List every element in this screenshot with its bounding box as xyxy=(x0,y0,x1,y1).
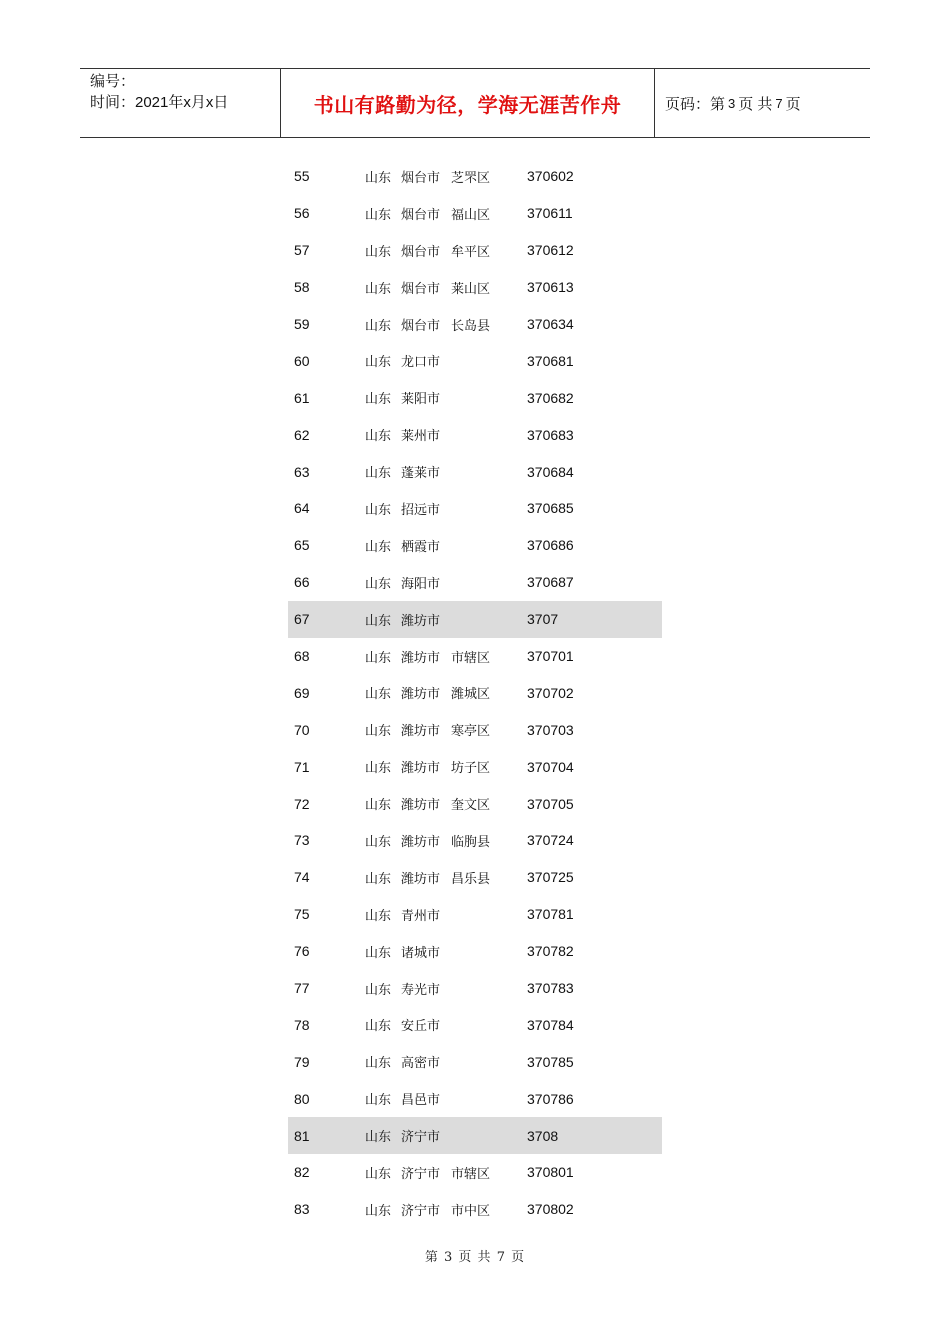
table-row xyxy=(288,711,662,748)
code-cell: 370612 xyxy=(527,242,574,259)
table-row xyxy=(288,822,662,859)
row-number: 63 xyxy=(294,463,310,480)
code-cell: 370682 xyxy=(527,389,574,406)
province-cell: 山东 xyxy=(365,1056,392,1072)
code-cell: 370784 xyxy=(527,1016,574,1033)
province-cell: 山东 xyxy=(365,539,392,555)
code-cell: 370786 xyxy=(527,1090,574,1107)
province-cell: 山东 xyxy=(365,170,392,186)
district-cell: 芝罘区 xyxy=(451,170,491,186)
code-cell: 370802 xyxy=(527,1201,574,1218)
province-cell: 山东 xyxy=(365,945,392,961)
city-cell: 潍坊市 xyxy=(401,871,441,887)
table-row xyxy=(288,638,662,675)
province-cell: 山东 xyxy=(365,466,392,482)
row-number: 55 xyxy=(294,168,310,185)
city-cell: 龙口市 xyxy=(401,355,441,371)
header-motto: 书山有路勤为径，学海无涯苦作舟 xyxy=(281,69,655,137)
province-cell: 山东 xyxy=(365,1019,392,1035)
province-cell: 山东 xyxy=(365,1166,392,1182)
code-cell: 370782 xyxy=(527,943,574,960)
table-row xyxy=(288,527,662,564)
city-cell: 潍坊市 xyxy=(401,761,441,777)
table-row xyxy=(288,158,662,195)
row-number: 76 xyxy=(294,943,310,960)
table-row xyxy=(288,564,662,601)
row-number: 79 xyxy=(294,1053,310,1070)
row-number: 83 xyxy=(294,1201,310,1218)
page-suffix: 页 xyxy=(785,95,801,113)
table-row xyxy=(288,195,662,232)
table-row xyxy=(288,970,662,1007)
table-row xyxy=(288,269,662,306)
number-label: 编号： xyxy=(90,73,136,90)
code-cell: 370685 xyxy=(527,500,574,517)
row-number: 62 xyxy=(294,426,310,443)
city-cell: 潍坊市 xyxy=(401,613,441,629)
table-row xyxy=(288,601,662,638)
row-number: 74 xyxy=(294,869,310,886)
table-row xyxy=(288,674,662,711)
table-row xyxy=(288,342,662,379)
district-cell: 昌乐县 xyxy=(451,871,491,887)
page-footer: 第 3 页 共 7 页 xyxy=(424,1250,526,1265)
code-cell: 370724 xyxy=(527,832,574,849)
city-cell: 烟台市 xyxy=(401,318,441,334)
table-row xyxy=(288,232,662,269)
row-number: 82 xyxy=(294,1164,310,1181)
row-number: 69 xyxy=(294,684,310,701)
province-cell: 山东 xyxy=(365,576,392,592)
table-row xyxy=(288,785,662,822)
province-cell: 山东 xyxy=(365,1203,392,1219)
row-number: 75 xyxy=(294,906,310,923)
province-cell: 山东 xyxy=(365,281,392,297)
city-cell: 海阳市 xyxy=(401,576,441,592)
code-cell: 370702 xyxy=(527,684,574,701)
province-cell: 山东 xyxy=(365,761,392,777)
row-number: 56 xyxy=(294,205,310,222)
row-number: 68 xyxy=(294,648,310,665)
code-cell: 370683 xyxy=(527,426,574,443)
city-cell: 诸城市 xyxy=(401,945,441,961)
province-cell: 山东 xyxy=(365,1130,392,1146)
city-cell: 济宁市 xyxy=(401,1130,441,1146)
district-cell: 寒亭区 xyxy=(451,724,491,740)
table-row xyxy=(288,1043,662,1080)
table-row xyxy=(288,1006,662,1043)
district-cell: 奎文区 xyxy=(451,798,491,814)
table-row xyxy=(288,1117,662,1154)
city-cell: 烟台市 xyxy=(401,244,441,260)
district-cell: 市辖区 xyxy=(451,1166,491,1182)
code-cell: 370703 xyxy=(527,721,574,738)
code-cell: 370681 xyxy=(527,352,574,369)
province-cell: 山东 xyxy=(365,502,392,518)
code-cell: 370611 xyxy=(527,205,573,222)
table-row xyxy=(288,379,662,416)
code-cell: 370781 xyxy=(527,906,574,923)
table-row xyxy=(288,453,662,490)
page-current: 3 xyxy=(728,95,736,111)
district-cell: 莱山区 xyxy=(451,281,491,297)
code-cell: 370634 xyxy=(527,316,574,332)
province-cell: 山东 xyxy=(365,207,392,223)
city-cell: 烟台市 xyxy=(401,207,441,223)
table-row xyxy=(288,306,662,343)
province-cell: 山东 xyxy=(365,908,392,924)
table-row xyxy=(288,416,662,453)
row-number: 59 xyxy=(294,316,310,332)
row-number: 72 xyxy=(294,795,310,812)
code-cell: 370687 xyxy=(527,574,574,591)
city-cell: 潍坊市 xyxy=(401,687,441,703)
table-row xyxy=(288,748,662,785)
city-cell: 潍坊市 xyxy=(401,724,441,740)
page-prefix: 页码：第 xyxy=(665,95,726,113)
city-cell: 潍坊市 xyxy=(401,798,441,814)
province-cell: 山东 xyxy=(365,1093,392,1109)
province-cell: 山东 xyxy=(365,724,392,740)
city-cell: 济宁市 xyxy=(401,1203,441,1219)
code-cell: 370785 xyxy=(527,1053,574,1070)
code-cell: 370684 xyxy=(527,463,574,480)
province-cell: 山东 xyxy=(365,392,392,408)
province-cell: 山东 xyxy=(365,687,392,703)
code-cell: 370602 xyxy=(527,168,574,185)
city-cell: 安丘市 xyxy=(401,1019,441,1035)
city-cell: 莱州市 xyxy=(401,429,441,445)
code-cell: 370705 xyxy=(527,795,574,812)
province-cell: 山东 xyxy=(365,650,392,666)
city-cell: 潍坊市 xyxy=(401,650,441,666)
row-number: 73 xyxy=(294,832,310,849)
city-cell: 栖霞市 xyxy=(401,539,441,555)
province-cell: 山东 xyxy=(365,355,392,371)
city-cell: 烟台市 xyxy=(401,170,441,186)
row-number: 80 xyxy=(294,1090,310,1107)
code-cell: 370613 xyxy=(527,279,574,296)
row-number: 65 xyxy=(294,537,310,554)
city-cell: 昌邑市 xyxy=(401,1093,441,1109)
city-cell: 寿光市 xyxy=(401,982,441,998)
table-row xyxy=(288,490,662,527)
district-cell: 长岛县 xyxy=(451,318,491,334)
city-cell: 招远市 xyxy=(401,502,441,518)
page-header xyxy=(80,68,870,138)
city-cell: 莱阳市 xyxy=(401,392,441,408)
province-cell: 山东 xyxy=(365,982,392,998)
code-cell: 370686 xyxy=(527,537,574,554)
header-page-number xyxy=(655,69,870,137)
page-mid: 页 共 xyxy=(738,95,773,113)
row-number: 61 xyxy=(294,389,310,406)
table-row xyxy=(288,1191,662,1228)
district-cell: 潍城区 xyxy=(451,687,491,703)
row-number: 78 xyxy=(294,1016,310,1033)
province-cell: 山东 xyxy=(365,871,392,887)
region-code-table xyxy=(288,158,662,1228)
city-cell: 烟台市 xyxy=(401,281,441,297)
row-number: 64 xyxy=(294,500,310,517)
code-cell: 370701 xyxy=(527,648,574,665)
district-cell: 牟平区 xyxy=(451,244,491,260)
city-cell: 济宁市 xyxy=(401,1166,441,1182)
code-cell: 3708 xyxy=(527,1127,559,1144)
district-cell: 临朐县 xyxy=(451,834,491,850)
city-cell: 高密市 xyxy=(401,1056,441,1072)
city-cell: 青州市 xyxy=(401,908,441,924)
province-cell: 山东 xyxy=(365,834,392,850)
code-cell: 370783 xyxy=(527,980,574,997)
table-row xyxy=(288,859,662,896)
province-cell: 山东 xyxy=(365,318,392,334)
province-cell: 山东 xyxy=(365,613,392,629)
code-cell: 370801 xyxy=(527,1164,574,1181)
code-cell: 370725 xyxy=(527,869,574,886)
district-cell: 福山区 xyxy=(451,207,491,223)
row-number: 57 xyxy=(294,242,310,259)
code-cell: 3707 xyxy=(527,611,559,628)
row-number: 60 xyxy=(294,352,310,369)
district-cell: 市辖区 xyxy=(451,650,491,666)
table-row xyxy=(288,1154,662,1191)
table-row xyxy=(288,1080,662,1117)
row-number: 70 xyxy=(294,721,310,738)
row-number: 77 xyxy=(294,980,310,997)
province-cell: 山东 xyxy=(365,244,392,260)
header-meta xyxy=(80,69,281,137)
row-number: 81 xyxy=(294,1127,310,1144)
province-cell: 山东 xyxy=(365,798,392,814)
city-cell: 蓬莱市 xyxy=(401,466,441,482)
date-label: 时间：2021年x月x日 xyxy=(90,94,229,111)
row-number: 66 xyxy=(294,574,310,591)
province-cell: 山东 xyxy=(365,429,392,445)
district-cell: 市中区 xyxy=(451,1203,491,1219)
district-cell: 坊子区 xyxy=(451,761,491,777)
row-number: 58 xyxy=(294,279,310,296)
code-cell: 370704 xyxy=(527,758,574,775)
table-row xyxy=(288,933,662,970)
page-total: 7 xyxy=(775,95,783,111)
row-number: 67 xyxy=(294,611,310,628)
table-row xyxy=(288,896,662,933)
row-number: 71 xyxy=(294,758,310,775)
city-cell: 潍坊市 xyxy=(401,834,441,850)
